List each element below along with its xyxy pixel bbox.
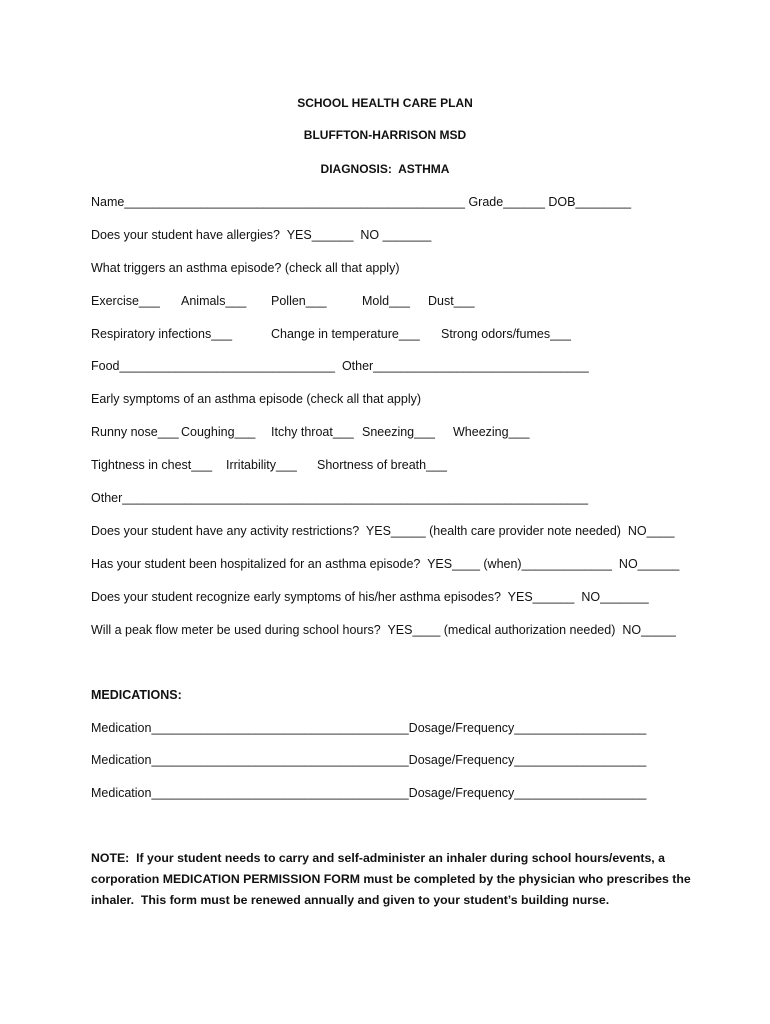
trigger-respiratory-infections[interactable]: Respiratory infections___	[91, 327, 233, 341]
symptom-itchy-throat[interactable]: Itchy throat___	[271, 425, 354, 439]
symptom-tightness-in-chest[interactable]: Tightness in chest___	[91, 458, 213, 472]
hospitalized-question[interactable]: Has your student been hospitalized for an asthma episode? YES____ (when)_____________ NO______	[91, 557, 680, 571]
food-other-field[interactable]: Food_______________________________ Other_______________________________	[91, 359, 589, 373]
symptom-sneezing[interactable]: Sneezing___	[362, 425, 435, 439]
note-line: NOTE: If your student needs to carry and self-administer an inhaler during school hours/events, a	[91, 851, 665, 865]
recognize-symptoms-question[interactable]: Does your student recognize early symptoms of his/her asthma episodes? YES______ NO_______	[91, 590, 649, 604]
activity-restrictions-question[interactable]: Does your student have any activity restrictions? YES_____ (health care provider note needed) NO____	[91, 524, 675, 538]
trigger-mold[interactable]: Mold___	[362, 294, 410, 308]
trigger-exercise[interactable]: Exercise___	[91, 294, 160, 308]
other-symptoms-field[interactable]: Other___________________________________________________________________	[91, 491, 589, 505]
trigger-strong-odors[interactable]: Strong odors/fumes___	[441, 327, 571, 341]
diagnosis-heading: DIAGNOSIS: ASTHMA	[320, 162, 450, 176]
trigger-animals[interactable]: Animals___	[181, 294, 247, 308]
district-name: BLUFFTON-HARRISON MSD	[303, 128, 467, 142]
trigger-pollen[interactable]: Pollen___	[271, 294, 327, 308]
symptom-irritability[interactable]: Irritability___	[226, 458, 297, 472]
symptom-runny-nose[interactable]: Runny nose___	[91, 425, 179, 439]
allergies-question[interactable]: Does your student have allergies? YES______ NO _______	[91, 228, 432, 242]
trigger-dust[interactable]: Dust___	[428, 294, 475, 308]
symptom-wheezing[interactable]: Wheezing___	[453, 425, 530, 439]
symptom-coughing[interactable]: Coughing___	[181, 425, 256, 439]
peak-flow-question[interactable]: Will a peak flow meter be used during school hours? YES____ (medical authorization needed) NO_____	[91, 623, 676, 637]
trigger-change-in-temperature[interactable]: Change in temperature___	[271, 327, 420, 341]
note-line: corporation MEDICATION PERMISSION FORM must be completed by the physician who prescribes the	[91, 872, 691, 886]
medication-row[interactable]: Medication_____________________________________Dosage/Frequency___________________	[91, 721, 647, 735]
medication-row[interactable]: Medication_____________________________________Dosage/Frequency___________________	[91, 786, 647, 800]
form-title: SCHOOL HEALTH CARE PLAN	[297, 96, 473, 110]
medications-heading: MEDICATIONS:	[91, 688, 182, 702]
note-line: inhaler. This form must be renewed annually and given to your student’s building nurse.	[91, 893, 610, 907]
name-grade-dob-field[interactable]: Name_________________________________________________ Grade______ DOB________	[91, 195, 632, 209]
triggers-prompt: What triggers an asthma episode? (check all that apply)	[91, 261, 400, 275]
symptoms-prompt: Early symptoms of an asthma episode (check all that apply)	[91, 392, 422, 406]
inhaler-note	[91, 848, 691, 911]
symptom-shortness-of-breath[interactable]: Shortness of breath___	[317, 458, 447, 472]
medication-row[interactable]: Medication_____________________________________Dosage/Frequency___________________	[91, 753, 647, 767]
